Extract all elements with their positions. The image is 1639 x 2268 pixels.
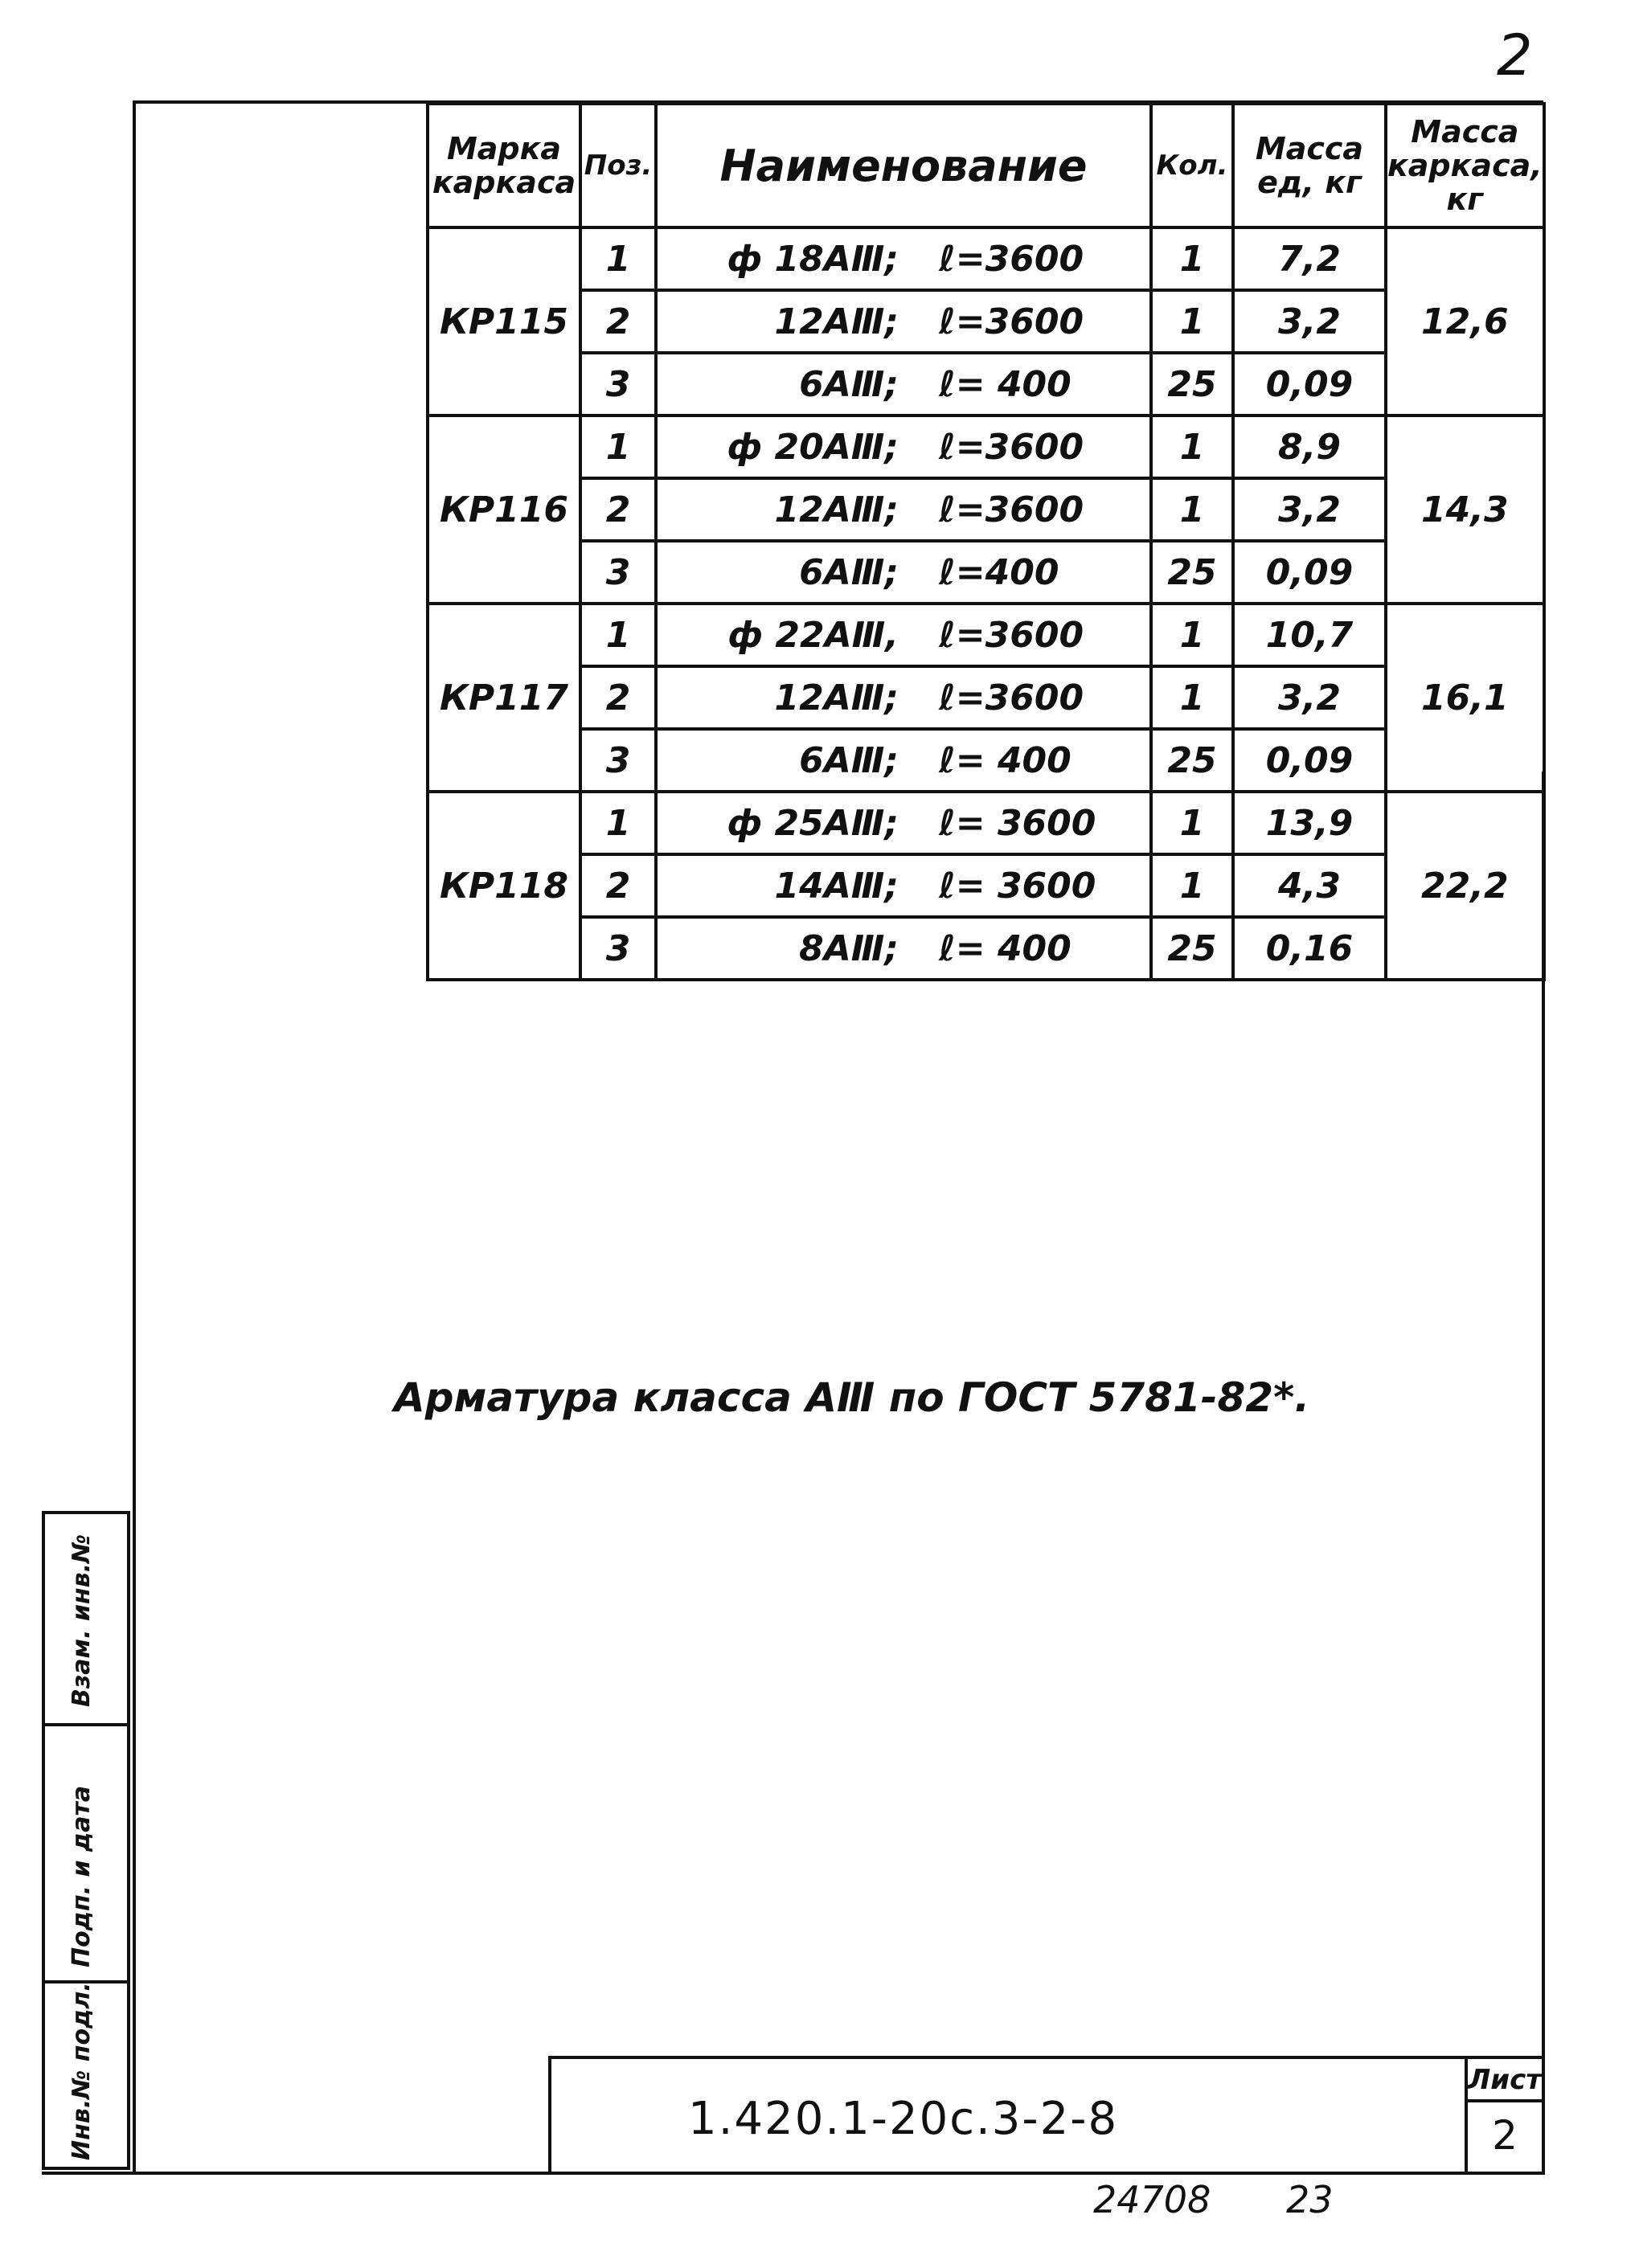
position-cell: 3 <box>580 541 656 604</box>
bar-length: ℓ=3600 <box>939 489 1084 530</box>
archive-number: 24708 <box>1093 2178 1211 2221</box>
header-position: Поз. <box>580 104 656 227</box>
quantity-cell: 1 <box>1151 854 1233 917</box>
bar-length: ℓ=3600 <box>939 614 1084 656</box>
frame-mass-cell: 22,2 <box>1386 792 1544 980</box>
bar-length: ℓ= 400 <box>939 363 1071 405</box>
name-cell <box>656 666 1151 729</box>
unit-mass-cell: 13,9 <box>1233 792 1386 854</box>
quantity-cell: 25 <box>1151 541 1233 604</box>
table-row <box>428 666 1544 729</box>
position-cell: 2 <box>580 478 656 541</box>
bar-length: ℓ=400 <box>939 551 1059 593</box>
document-code: 1.420.1-20с.3-2-8 <box>688 2093 1119 2145</box>
bar-designation: 12АⅢ; <box>774 677 899 718</box>
bar-length: ℓ= 400 <box>939 739 1071 781</box>
bar-length: ℓ=3600 <box>939 677 1084 718</box>
quantity-cell: 25 <box>1151 353 1233 416</box>
corner-page-mark: 2 <box>1497 23 1533 88</box>
header-quantity: Кол. <box>1151 104 1233 227</box>
unit-mass-cell: 3,2 <box>1233 666 1386 729</box>
unit-mass-cell: 10,7 <box>1233 604 1386 666</box>
frame-mark-cell: КР116 <box>428 416 580 604</box>
name-cell <box>656 353 1151 416</box>
unit-mass-cell: 3,2 <box>1233 478 1386 541</box>
name-cell <box>656 729 1151 792</box>
quantity-cell: 25 <box>1151 729 1233 792</box>
bar-length: ℓ=3600 <box>939 301 1084 342</box>
name-cell <box>656 792 1151 854</box>
name-cell <box>656 854 1151 917</box>
bar-length: ℓ= 3600 <box>939 802 1096 844</box>
name-cell <box>656 227 1151 290</box>
quantity-cell: 1 <box>1151 666 1233 729</box>
side-label-replace-inv: Взам. инв.№ <box>68 1533 96 1707</box>
unit-mass-cell: 4,3 <box>1233 854 1386 917</box>
quantity-cell: 1 <box>1151 604 1233 666</box>
bar-designation: 14АⅢ; <box>774 865 899 907</box>
frame-right-line <box>1542 772 1545 2175</box>
bar-designation: ф 20АⅢ; <box>727 426 899 468</box>
position-cell: 3 <box>580 729 656 792</box>
steel-class-note: Арматура класса АⅢ по ГОСТ 5781-82*. <box>394 1374 1310 1421</box>
side-stamp-cell-replace <box>45 1514 127 1723</box>
sheet-divider <box>1468 2099 1542 2102</box>
table-row <box>428 854 1544 917</box>
name-cell <box>656 416 1151 478</box>
position-cell: 3 <box>580 353 656 416</box>
position-cell: 2 <box>580 854 656 917</box>
rebar-specification-table <box>426 102 1546 981</box>
name-cell <box>656 541 1151 604</box>
header-name: Наименование <box>656 104 1151 227</box>
quantity-cell: 1 <box>1151 290 1233 353</box>
bar-designation: 6АⅢ; <box>799 363 899 405</box>
position-cell: 1 <box>580 792 656 854</box>
frame-left-line <box>133 100 136 2175</box>
position-cell: 2 <box>580 290 656 353</box>
unit-mass-cell: 7,2 <box>1233 227 1386 290</box>
quantity-cell: 1 <box>1151 478 1233 541</box>
position-cell: 1 <box>580 604 656 666</box>
side-stamp-cell-sign <box>45 1723 127 1980</box>
unit-mass-cell: 0,09 <box>1233 353 1386 416</box>
quantity-cell: 25 <box>1151 917 1233 980</box>
position-cell: 2 <box>580 666 656 729</box>
bar-designation: 6АⅢ; <box>799 739 899 781</box>
name-cell <box>656 290 1151 353</box>
frame-mass-cell: 12,6 <box>1386 227 1544 416</box>
sheet-number: 2 <box>1492 2112 1518 2159</box>
bar-length: ℓ=3600 <box>939 426 1084 468</box>
table-row <box>428 478 1544 541</box>
frame-mark-cell: КР115 <box>428 227 580 416</box>
table-row <box>428 416 1544 478</box>
table-row <box>428 353 1544 416</box>
archive-page-number: 23 <box>1286 2178 1334 2221</box>
frame-mass-cell: 16,1 <box>1386 604 1544 792</box>
bar-length: ℓ= 3600 <box>939 865 1096 907</box>
table-row <box>428 541 1544 604</box>
bar-designation: 6АⅢ; <box>799 551 899 593</box>
bar-length: ℓ= 400 <box>939 927 1071 969</box>
unit-mass-cell: 0,16 <box>1233 917 1386 980</box>
table-row <box>428 290 1544 353</box>
bar-designation: ф 25АⅢ; <box>727 802 899 844</box>
frame-mass-cell: 14,3 <box>1386 416 1544 604</box>
bar-length: ℓ=3600 <box>939 238 1084 280</box>
side-stamp <box>42 1511 130 2170</box>
sheet-box <box>1465 2059 1542 2172</box>
bar-designation: 8АⅢ; <box>799 927 899 969</box>
position-cell: 1 <box>580 416 656 478</box>
position-cell: 3 <box>580 917 656 980</box>
title-block <box>548 2056 1545 2175</box>
side-stamp-cell-orig <box>45 1980 127 2170</box>
sheet-label: Лист <box>1468 2064 1542 2096</box>
name-cell <box>656 604 1151 666</box>
table-row <box>428 227 1544 290</box>
unit-mass-cell: 0,09 <box>1233 729 1386 792</box>
table-row <box>428 917 1544 980</box>
table-header-row <box>428 104 1544 227</box>
name-cell <box>656 917 1151 980</box>
unit-mass-cell: 0,09 <box>1233 541 1386 604</box>
bar-designation: ф 22АⅢ, <box>727 614 899 656</box>
table-row <box>428 604 1544 666</box>
bar-designation: 12АⅢ; <box>774 489 899 530</box>
unit-mass-cell: 3,2 <box>1233 290 1386 353</box>
table-row <box>428 792 1544 854</box>
unit-mass-cell: 8,9 <box>1233 416 1386 478</box>
header-frame-mass: Масса каркаса, кг <box>1386 104 1544 227</box>
name-cell <box>656 478 1151 541</box>
header-frame-mark: Марка каркаса <box>428 104 580 227</box>
frame-mark-cell: КР118 <box>428 792 580 980</box>
side-label-orig-inv: Инв.№ подл. <box>68 1982 96 2160</box>
bar-designation: ф 18АⅢ; <box>727 238 899 280</box>
side-label-sign-date: Подп. и дата <box>68 1785 96 1967</box>
bar-designation: 12АⅢ; <box>774 301 899 342</box>
quantity-cell: 1 <box>1151 792 1233 854</box>
position-cell: 1 <box>580 227 656 290</box>
quantity-cell: 1 <box>1151 227 1233 290</box>
table-row <box>428 729 1544 792</box>
frame-mark-cell: КР117 <box>428 604 580 792</box>
header-unit-mass: Масса ед, кг <box>1233 104 1386 227</box>
quantity-cell: 1 <box>1151 416 1233 478</box>
